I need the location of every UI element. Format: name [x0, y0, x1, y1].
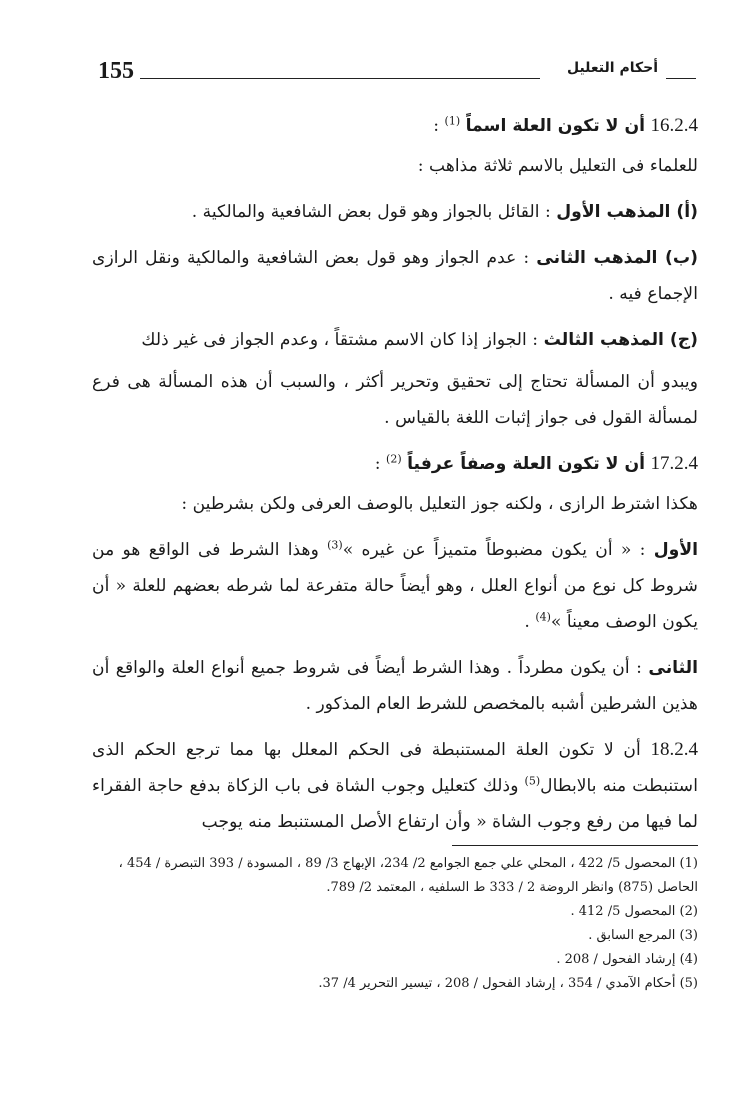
footnote-ref: (2): [386, 452, 402, 466]
section-heading-18: [92, 732, 698, 840]
footnote: (1) المحصول 5/ 422 ، المحلي علي جمع الجوامع 2/ 234، الإبهاج 3/ 89 ، المسودة / 393 التبصرة / 454 ، الحاصل (875) وانظر الروضة 2 / 333 ط السلفيه ، المعتمد 2/ 789.: [118, 856, 698, 895]
doctrine-c: [92, 322, 698, 358]
paragraph: ويبدو أن المسألة تحتاج إلى تحقيق وتحرير أكثر ، والسبب أن هذه المسألة هى فرع لمسألة القول فى جواز إثبات اللغة بالقياس .: [92, 372, 698, 428]
footnote-ref: (4): [535, 610, 551, 624]
condition-text: وهذا الشرط فى الواقع هو من شروط كل نوع من أنواع العلل ، وهو أيضاً حالة متفرعة لما شرطه بعضهم للعلة « أن يكون الوصف معيناً »: [92, 540, 698, 632]
paragraph: للعلماء فى التعليل بالاسم ثلاثة مذاهب :: [417, 156, 698, 176]
running-header: [88, 58, 698, 88]
main-text: [92, 108, 698, 840]
doctrine-label: (أ) المذهب الأول: [556, 202, 698, 222]
page-number: 155: [98, 58, 134, 84]
condition-text: : أن يكون مطرداً . وهذا الشرط أيضاً فى شروط جميع أنواع العلة والواقع أن هذين الشرطين أشبه بالمخصص للشرط العام المذكور .: [92, 658, 698, 714]
condition-label: الأول: [653, 540, 699, 560]
footnote-ref: (1): [444, 114, 461, 128]
section-colon: :: [433, 116, 440, 136]
section-title: أن لا تكون العلة اسماً: [465, 116, 646, 136]
section-title: أن لا تكون العلة المستنبطة فى الحكم المعلل بها مما ترجع الحكم الذى استنبطت منه بالابطال: [92, 740, 698, 796]
doctrine-label: (ج) المذهب الثالث: [543, 330, 698, 350]
condition-second: [92, 650, 698, 722]
section-heading-16: [92, 108, 698, 144]
doctrine-a: [92, 194, 698, 230]
section-colon: :: [374, 454, 381, 474]
section-number: 18.2.4: [650, 739, 699, 760]
condition-end: .: [524, 612, 530, 632]
section-text: وذلك كتعليل وجوب الشاة فى باب الزكاة بدفع حاجة الفقراء لما فيها من رفع وجوب الشاة « وأن ارتفاع الأصل المستنبط منه يوجب: [92, 776, 698, 832]
doctrine-label: (ب) المذهب الثانى: [536, 248, 698, 268]
section-number: 16.2.4: [650, 115, 698, 136]
footnote-separator: [452, 845, 698, 846]
doctrine-text: : الجواز إذا كان الاسم مشتقاً ، وعدم الجواز فى غير ذلك: [141, 330, 539, 350]
paragraph: هكذا اشترط الرازى ، ولكنه جوز التعليل بالوصف العرفى ولكن بشرطين :: [181, 494, 698, 514]
footnote-ref: (3): [327, 538, 343, 552]
header-rule: [140, 78, 540, 79]
header-rule-short: [666, 78, 696, 79]
footnotes: [92, 852, 698, 996]
section-heading-17: [92, 446, 698, 482]
doctrine-text: : عدم الجواز وهو قول بعض الشافعية والمالكية ونقل الرازى الإجماع فيه .: [92, 248, 698, 304]
doctrine-b: [92, 240, 698, 312]
section-number: 17.2.4: [650, 453, 698, 474]
footnote: (3) المرجع السابق .: [588, 928, 698, 943]
running-title: أحكام التعليل: [566, 60, 658, 76]
footnote: (4) إرشاد الفحول / 208 .: [556, 952, 698, 967]
section-title: أن لا تكون العلة وصفاً عرفياً: [407, 454, 646, 474]
footnote: (5) أحكام الآمدي / 354 ، إرشاد الفحول / 208 ، تيسير التحرير 4/ 37.: [318, 976, 698, 991]
footnote-ref: (5): [524, 774, 541, 788]
doctrine-text: : القائل بالجواز وهو قول بعض الشافعية والمالكية .: [191, 202, 551, 222]
condition-first: [92, 532, 698, 640]
condition-label: الثانى: [648, 658, 699, 678]
footnote: (2) المحصول 5/ 412 .: [570, 904, 698, 919]
condition-text: : « أن يكون مضبوطاً متميزاً عن غيره »: [342, 540, 646, 560]
